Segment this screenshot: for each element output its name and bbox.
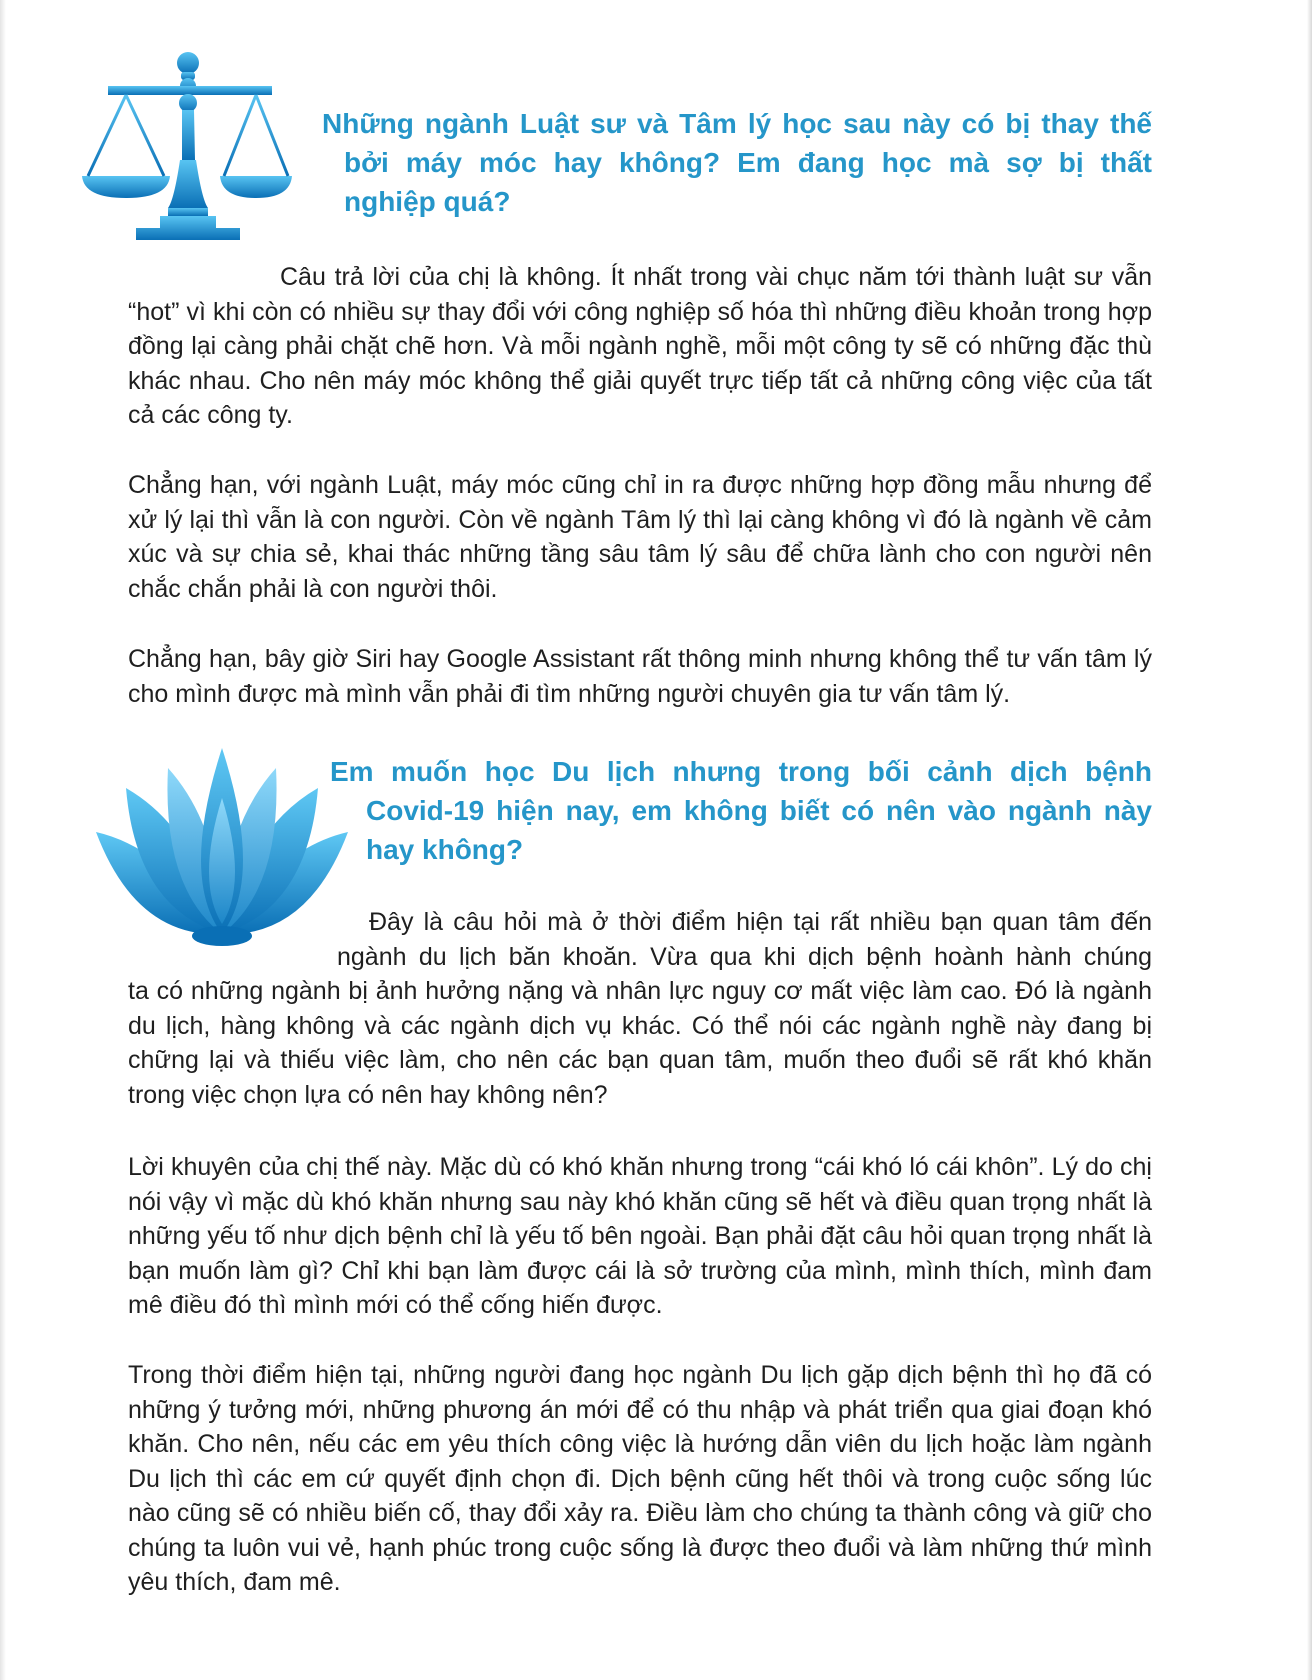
answer-2-lead-line-1: Đây là câu hỏi mà ở thời điểm hiện tại rất nhiều bạn quan tâm đến: [369, 908, 1152, 936]
question-1-line-2: bởi máy móc hay không? Em đang học mà sợ bị thất: [344, 147, 1152, 178]
answer-2-lead-line-2: ngành du lịch băn khoăn. Vừa qua khi dịch bệnh hoành hành chúng: [337, 942, 1152, 971]
answer-2-paragraph-1-lead: [337, 905, 1152, 974]
answer-1-paragraph-3: Chẳng hạn, bây giờ Siri hay Google Assistant rất thông minh nhưng không thể tư vấn tâm lý cho mình được mà mình vẫn phải đi tìm những người chuyên gia tư vấn tâm lý.: [128, 645, 1152, 708]
page-edge-shadow-left: [0, 0, 6, 1680]
page-edge-shadow-right: [1307, 0, 1312, 1680]
scales-of-justice-icon: [82, 50, 292, 260]
question-heading-1: [322, 104, 1152, 221]
answer-1-paragraph-1: Câu trả lời của chị là không. Ít nhất trong vài chục năm tới thành luật sư vẫn “hot” vì khi còn có nhiều sự thay đổi với công nghiệp số hóa thì những điều khoản trong hợp đồng lại càng phải chặt chẽ hơn. Và mỗi ngành nghề, mỗi một công ty sẽ có những đặc thù khác nhau. Cho nên máy móc không thể giải quyết trực tiếp tất cả những công việc của tất cả các công ty.: [128, 263, 1152, 429]
question-1-line-1: Những ngành Luật sư và Tâm lý học sau này có bị thay thế: [322, 108, 1152, 139]
answer-1-paragraph-2: Chẳng hạn, với ngành Luật, máy móc cũng chỉ in ra được những hợp đồng mẫu nhưng để xử lý lại thì vẫn là con người. Còn về ngành Tâm lý thì lại càng không vì đó là ngành về cảm xúc và sự chia sẻ, khai thác những tầng sâu tâm lý sâu để chữa lành cho con người nên chắc chắn phải là con người thôi.: [128, 471, 1152, 603]
question-1-line-3: nghiệp quá?: [344, 186, 511, 217]
answer-2-paragraph-3: Trong thời điểm hiện tại, những người đang học ngành Du lịch gặp dịch bệnh thì họ đã có những ý tưởng mới, những phương án mới để có thu nhập và phát triển qua giai đoạn khó khăn. Cho nên, nếu các em yêu thích công việc là hướng dẫn viên du lịch hoặc làm ngành Du lịch thì các em cứ quyết định chọn đi. Dịch bệnh cũng hết thôi và trong cuộc sống lúc nào cũng sẽ có nhiều biến cố, thay đổi xảy ra. Điều làm cho chúng ta thành công và giữ cho chúng ta luôn vui vẻ, hạnh phúc trong cuộc sống là được theo đuổi và làm những thứ mình yêu thích, đam mê.: [128, 1361, 1152, 1596]
question-2-line-2: Covid-19 hiện nay, em không biết có nên vào ngành này: [366, 795, 1152, 826]
question-2-line-1: Em muốn học Du lịch nhưng trong bối cảnh dịch bệnh: [330, 756, 1152, 787]
question-2-line-3: hay không?: [366, 834, 524, 865]
answer-2-paragraph-2: Lời khuyên của chị thế này. Mặc dù có khó khăn nhưng trong “cái khó ló cái khôn”. Lý do chị nói vậy vì mặc dù khó khăn nhưng sau này khó khăn cũng sẽ hết và điều quan trọng nhất là những yếu tố như dịch bệnh chỉ là yếu tố bên ngoài. Bạn phải đặt câu hỏi quan trọng nhất là bạn muốn làm gì? Chỉ khi bạn làm được cái là sở trường của mình, mình thích, mình đam mê điều đó thì mình mới có thể cống hiến được.: [128, 1153, 1152, 1319]
answer-2-paragraph-1-rest: ta có những ngành bị ảnh hưởng nặng và nhân lực nguy cơ mất việc làm cao. Đó là ngành du lịch, hàng không và các ngành dịch vụ khác. Có thể nói các ngành nghề này đang bị chững lại và thiếu việc làm, cho nên các bạn quan tâm, muốn theo đuổi sẽ rất khó khăn trong việc chọn lựa có nên hay không nên?: [128, 977, 1152, 1109]
lotus-flower-icon: [96, 748, 348, 948]
question-heading-2: [330, 752, 1152, 869]
